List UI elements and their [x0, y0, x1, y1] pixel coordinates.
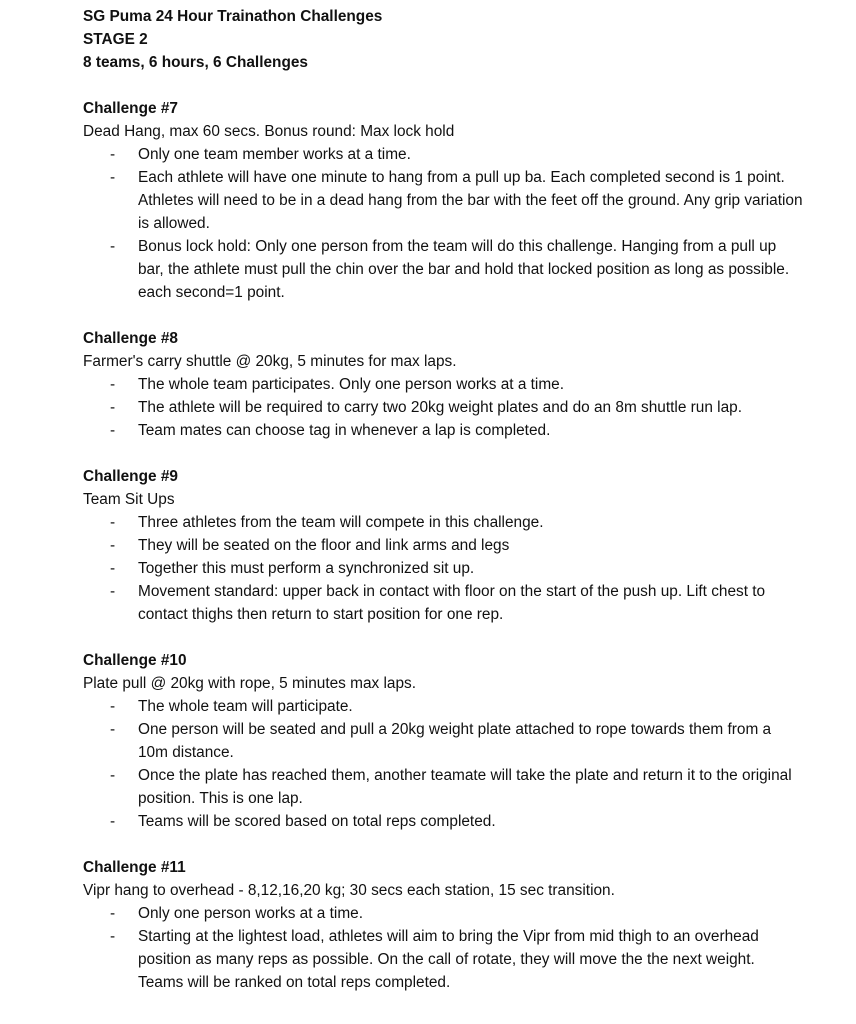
rule-text: The whole team participates. Only one person works at a time.	[138, 376, 565, 393]
challenge-title: Challenge #8	[83, 330, 178, 347]
rule-item	[83, 810, 803, 833]
dash-bullet-icon: -	[110, 698, 116, 715]
challenge-description: Vipr hang to overhead - 8,12,16,20 kg; 30 secs each station, 15 sec transition.	[83, 882, 615, 899]
dash-bullet-icon: -	[110, 238, 116, 255]
dash-bullet-icon: -	[110, 399, 116, 416]
dash-bullet-icon: -	[110, 721, 116, 738]
rule-text: The whole team will participate.	[138, 698, 353, 715]
rule-text: Team mates can choose tag in whenever a lap is completed.	[138, 422, 551, 439]
rules-list	[83, 695, 856, 833]
rule-text: The athlete will be required to carry two 20kg weight plates and do an 8m shuttle run lap.	[138, 399, 742, 416]
rule-item	[83, 557, 803, 580]
challenge-description: Farmer's carry shuttle @ 20kg, 5 minutes for max laps.	[83, 353, 457, 370]
rule-text: Teams will be scored based on total reps completed.	[138, 813, 496, 830]
dash-bullet-icon: -	[110, 422, 116, 439]
rule-item	[83, 580, 803, 626]
rule-text: Once the plate has reached them, another teamate will take the plate and return it to the original position. This is one lap.	[138, 767, 792, 807]
dash-bullet-icon: -	[110, 376, 116, 393]
rule-text: Three athletes from the team will compete in this challenge.	[138, 514, 544, 531]
rule-item	[83, 695, 803, 718]
rules-list	[83, 373, 856, 442]
challenge-description: Team Sit Ups	[83, 491, 175, 508]
challenge-section	[83, 465, 856, 626]
dash-bullet-icon: -	[110, 169, 116, 186]
rule-text: Starting at the lightest load, athletes will aim to bring the Vipr from mid thigh to an overhead position as many reps as possible. On the call of rotate, they will move the the next weight. Teams will be ranked on total reps completed.	[138, 928, 759, 991]
dash-bullet-icon: -	[110, 146, 116, 163]
challenge-title: Challenge #10	[83, 652, 187, 669]
rule-text: Each athlete will have one minute to hang from a pull up ba. Each completed second is 1 point. Athletes will need to be in a dead hang from the bar with the feet off the ground. Any grip variation is allowed.	[138, 169, 803, 232]
challenge-title: Challenge #11	[83, 859, 186, 876]
rule-text: Together this must perform a synchronized sit up.	[138, 560, 475, 577]
challenge-section	[83, 327, 856, 442]
dash-bullet-icon: -	[110, 767, 116, 784]
dash-bullet-icon: -	[110, 514, 116, 531]
rule-item	[83, 511, 803, 534]
rules-list	[83, 143, 856, 304]
rules-list	[83, 902, 856, 994]
dash-bullet-icon: -	[110, 583, 116, 600]
stage-label: STAGE 2	[83, 31, 148, 48]
rule-item	[83, 902, 803, 925]
rule-text: Bonus lock hold: Only one person from the team will do this challenge. Hanging from a pull up bar, the athlete must pull the chin over the bar and hold that locked position as long as possible. each second=1 point.	[138, 238, 790, 301]
challenge-section	[83, 856, 856, 994]
rule-text: Movement standard: upper back in contact with floor on the start of the push up. Lift chest to contact thighs then return to start position for one rep.	[138, 583, 766, 623]
dash-bullet-icon: -	[110, 560, 116, 577]
rule-text: They will be seated on the floor and link arms and legs	[138, 537, 510, 554]
document-header	[83, 5, 856, 74]
dash-bullet-icon: -	[110, 905, 116, 922]
dash-bullet-icon: -	[110, 537, 116, 554]
challenge-list	[83, 97, 856, 994]
rule-text: Only one person works at a time.	[138, 905, 363, 922]
stage-summary: 8 teams, 6 hours, 6 Challenges	[83, 54, 308, 71]
rule-item	[83, 396, 803, 419]
rule-item	[83, 534, 803, 557]
rule-item	[83, 764, 803, 810]
challenge-title: Challenge #7	[83, 100, 178, 117]
rule-item	[83, 718, 803, 764]
rule-item	[83, 166, 803, 235]
challenge-description: Plate pull @ 20kg with rope, 5 minutes max laps.	[83, 675, 417, 692]
rule-item	[83, 235, 803, 304]
rule-item	[83, 925, 803, 994]
challenge-description: Dead Hang, max 60 secs. Bonus round: Max lock hold	[83, 123, 455, 140]
rule-text: One person will be seated and pull a 20kg weight plate attached to rope towards them from a 10m distance.	[138, 721, 772, 761]
rule-text: Only one team member works at a time.	[138, 146, 411, 163]
rule-item	[83, 143, 803, 166]
rule-item	[83, 419, 803, 442]
challenge-section	[83, 649, 856, 833]
challenge-title: Challenge #9	[83, 468, 178, 485]
dash-bullet-icon: -	[110, 928, 116, 945]
challenge-section	[83, 97, 856, 304]
dash-bullet-icon: -	[110, 813, 116, 830]
rules-list	[83, 511, 856, 626]
document-title: SG Puma 24 Hour Trainathon Challenges	[83, 8, 383, 25]
rule-item	[83, 373, 803, 396]
